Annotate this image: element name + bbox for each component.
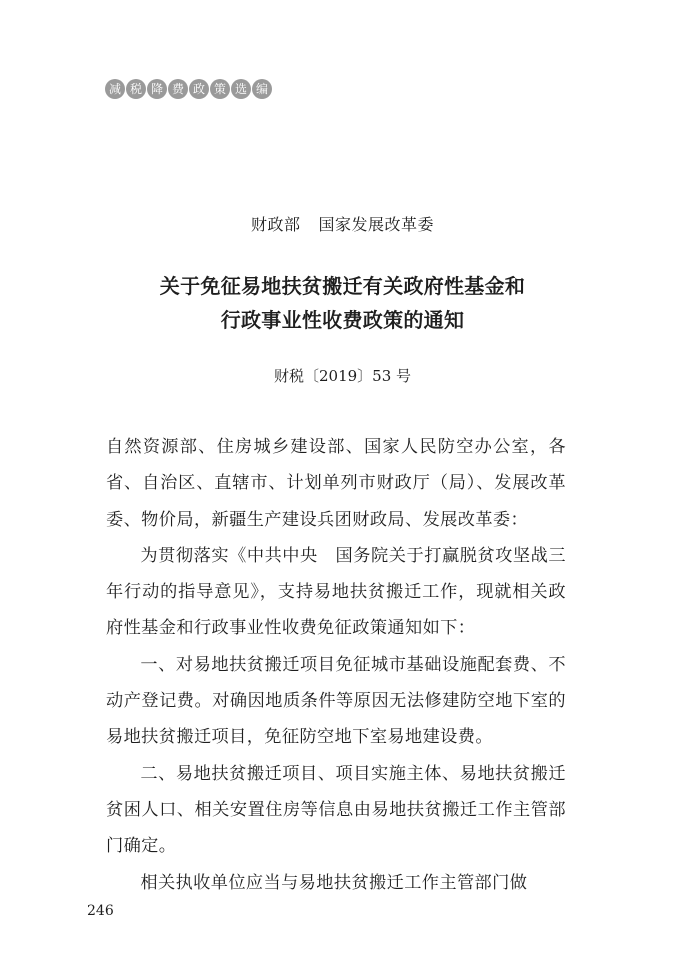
issuer-finance-ministry: 财政部 (250, 215, 301, 234)
series-title-char: 政 (189, 79, 209, 99)
document-number: 财税〔2019〕53 号 (273, 367, 412, 385)
series-title-char: 降 (147, 79, 167, 99)
series-title-char: 费 (168, 79, 188, 99)
body-paragraph: 二、易地扶贫搬迁项目、项目实施主体、易地扶贫搬迁贫困人口、相关安置住房等信息由易地扶贫搬迁工作主管部门确定。 (106, 763, 566, 857)
series-title-char: 税 (126, 79, 146, 99)
series-title-char: 减 (105, 79, 125, 99)
series-title-char: 策 (210, 79, 230, 99)
series-title-seal (105, 79, 272, 99)
page-number: 246 (87, 903, 114, 919)
body-paragraph: 为贯彻落实《中共中央 国务院关于打赢脱贫攻坚战三年行动的指导意见》，支持易地扶贫搬迁工作，现就相关政府性基金和行政事业性收费免征政策通知如下： (106, 545, 566, 639)
addressee-paragraph: 自然资源部、住房城乡建设部、国家人民防空办公室，各省、自治区、直辖市、计划单列市财政厅（局）、发展改革委、物价局，新疆生产建设兵团财政局、发展改革委： (106, 437, 566, 530)
title-line: 关于免征易地扶贫搬迁有关政府性基金和 (159, 274, 526, 298)
issuer-ndrc: 国家发展改革委 (318, 215, 435, 234)
document-title (0, 269, 685, 337)
issuing-authorities (0, 212, 685, 235)
body-paragraph: 相关执收单位应当与易地扶贫搬迁工作主管部门做 (140, 872, 528, 893)
document-body (106, 429, 566, 901)
series-title-char: 选 (231, 79, 251, 99)
series-title-char: 编 (252, 79, 272, 99)
body-paragraph: 一、对易地扶贫搬迁项目免征城市基础设施配套费、不动产登记费。对确因地质条件等原因无法修建防空地下室的易地扶贫搬迁项目，免征防空地下室易地建设费。 (106, 654, 566, 748)
title-line: 行政事业性收费政策的通知 (220, 308, 465, 332)
